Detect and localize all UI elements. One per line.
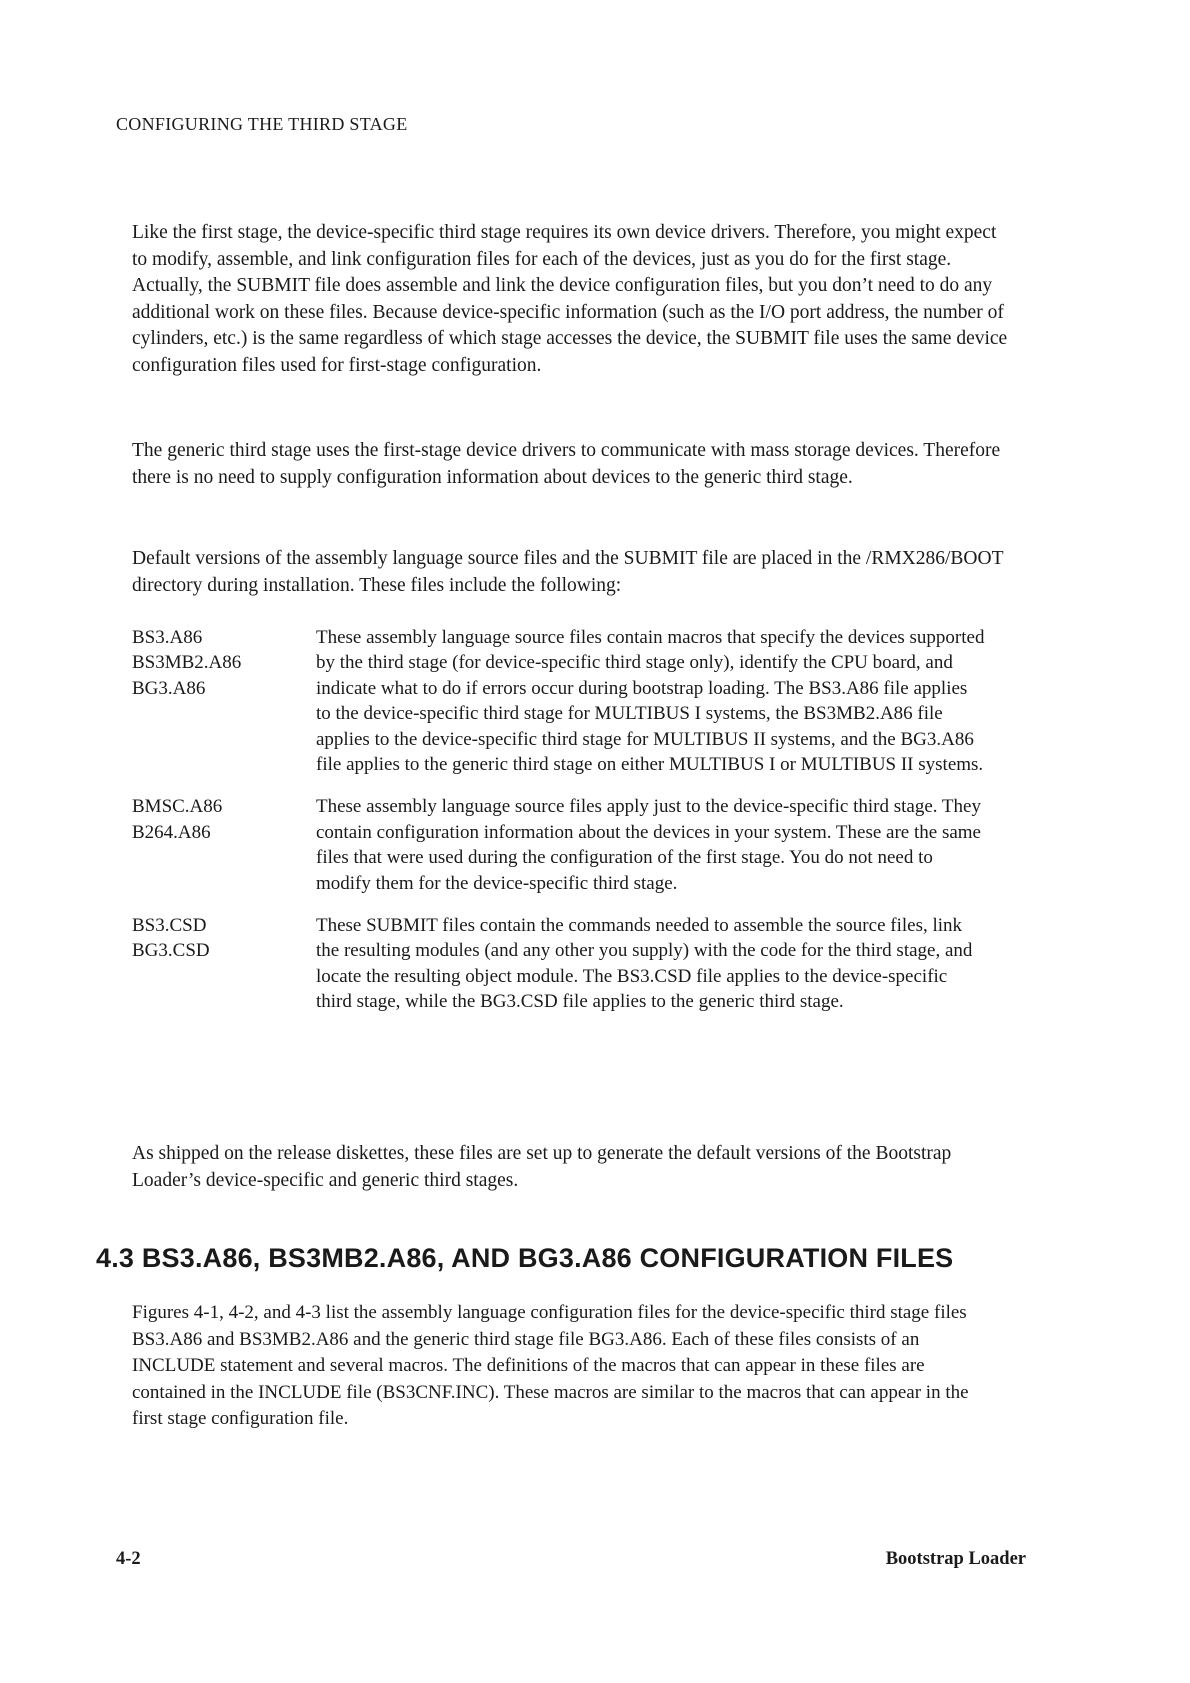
file-name: BS3.CSD: [132, 915, 207, 937]
paragraph-generic-third-stage: [132, 438, 1012, 491]
paragraph-figures-overview: [132, 1300, 1002, 1433]
paragraph-default-versions: [132, 546, 1012, 599]
file-name: B264.A86: [132, 821, 211, 843]
page-number: 4-2: [116, 1549, 141, 1569]
section-heading: 4.3 BS3.A86, BS3MB2.A86, AND BG3.A86 CONFIGURATION FILES: [96, 1243, 954, 1273]
page-footer: [116, 1549, 1026, 1570]
file-definition-list: [132, 625, 1012, 1032]
paragraph-text: Default versions of the assembly language source files and the SUBMIT file are placed in the /RMX286/BOOT directory during installation. These files include the following:: [132, 548, 1004, 596]
paragraph-text: Figures 4-1, 4-2, and 4-3 list the assembly language configuration files for the device-specific third stage files BS3.A86 and BS3MB2.A86 and the generic third stage file BG3.A86. Each of these files consists of an INCLUDE statement and several macros. The definitions of the macros that can appear in these files are contained in the INCLUDE file (BS3CNF.INC). These macros are similar to the macros that can appear in the first stage configuration file.: [132, 1302, 969, 1429]
paragraph-third-stage-drivers: [132, 220, 1012, 379]
file-name: BS3.A86: [132, 627, 203, 648]
manual-title: Bootstrap Loader: [885, 1549, 1026, 1569]
file-definition-item: [132, 913, 1012, 1015]
paragraph-text: The generic third stage uses the first-stage device drivers to communicate with mass storage devices. Therefore there is no need to supply configuration information about devices to the generic third stage.: [132, 440, 1001, 488]
file-description: These assembly language source files contain macros that specify the devices supported by the third stage (for device-specific third stage only), identify the CPU board, and indicate what to do if errors occur during bootstrap loading. The BS3.A86 file applies to the device-specific third stage for MULTIBUS I systems, the BS3MB2.A86 file applies to the device-specific third stage for MULTIBUS II systems, and the BG3.A86 file applies to the generic third stage on either MULTIBUS I or MULTIBUS II systems.: [316, 627, 985, 776]
paragraph-release-diskettes: [132, 1141, 1012, 1194]
paragraph-text: As shipped on the release diskettes, these files are set up to generate the default versions of the Bootstrap Loader’s device-specific and generic third stages.: [132, 1143, 952, 1191]
file-definition-item: [132, 794, 1012, 896]
file-description: These assembly language source files apply just to the device-specific third stage. They contain configuration information about the devices in your system. These are the same files that were used during the configuration of the first stage. You do not need to modify them for the device-specific third stage.: [316, 796, 981, 894]
file-description: These SUBMIT files contain the commands needed to assemble the source files, link the resulting modules (and any other you supply) with the code for the third stage, and locate the resulting object module. The BS3.CSD file applies to the device-specific third stage, while the BG3.CSD file applies to the generic third stage.: [316, 915, 973, 1013]
file-names: [132, 913, 316, 1015]
file-names: [132, 625, 316, 777]
file-names: [132, 794, 316, 896]
file-name: BMSC.A86: [132, 796, 223, 818]
paragraph-text: Like the first stage, the device-specific third stage requires its own device drivers. Therefore, you might expect to modify, assemble, and link configuration files for each of the devices, just as you do for the first stage. Actually, the SUBMIT file does assemble and link the device configuration files, but you don’t need to do any additional work on these files. Because device-specific information (such as the I/O port address, the number of cylinders, etc.) is the same regardless of which stage accesses the device, the SUBMIT file uses the same device configuration files used for first-stage configuration.: [132, 222, 1008, 376]
running-head: CONFIGURING THE THIRD STAGE: [116, 114, 408, 134]
file-name: BG3.A86: [132, 677, 206, 699]
file-definition-item: [132, 625, 1012, 777]
file-name: BG3.CSD: [132, 940, 210, 962]
file-name: BS3MB2.A86: [132, 652, 242, 674]
